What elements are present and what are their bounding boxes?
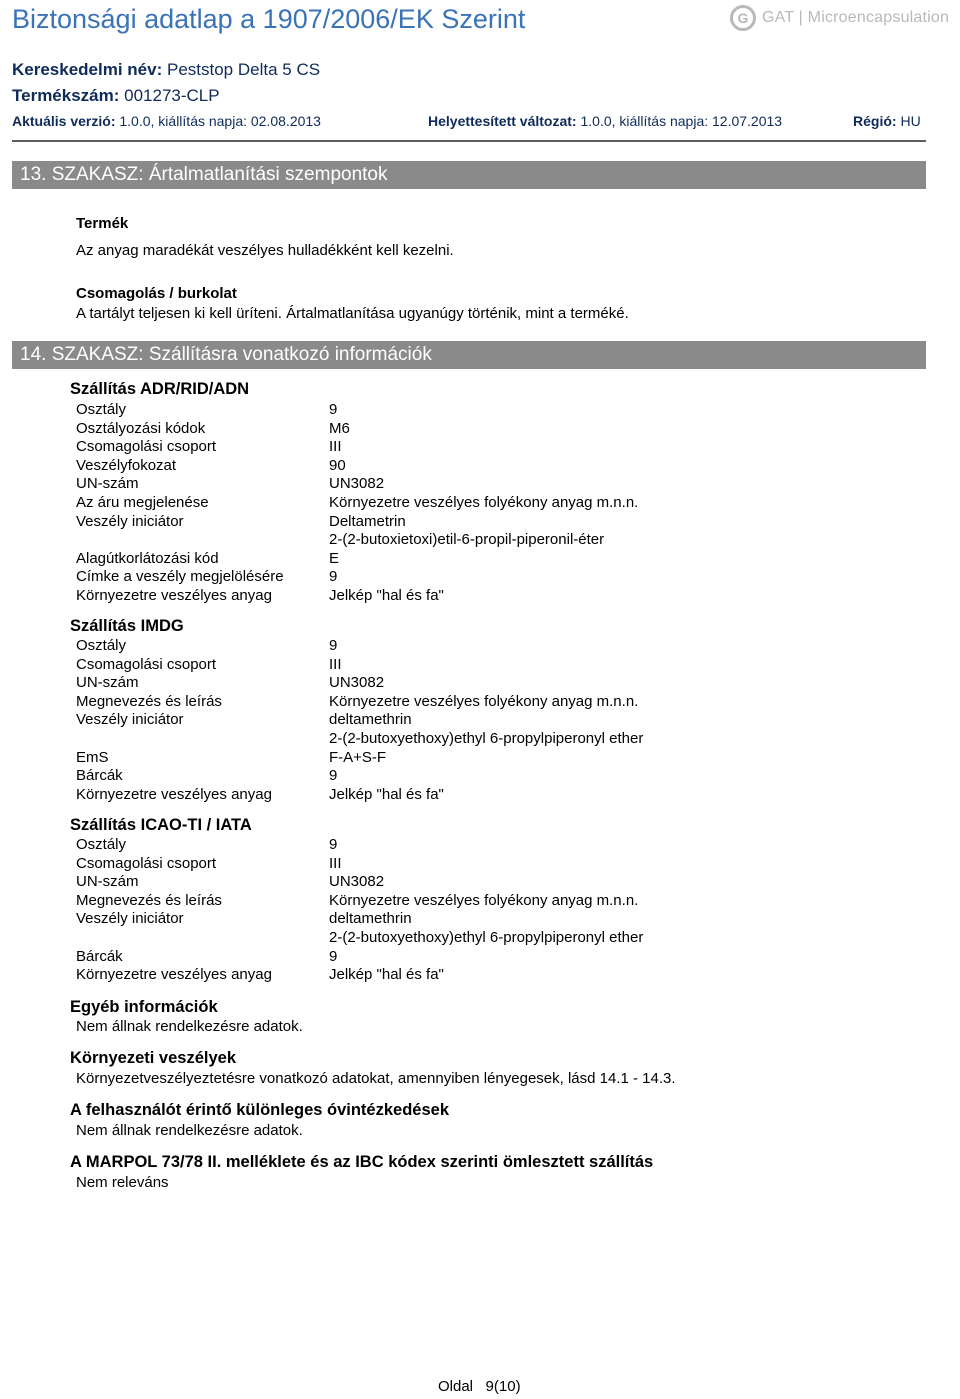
row-value: 9 <box>329 401 338 418</box>
replaced-version: Helyettesített változat: 1.0.0, kiállítás napja: 12.07.2013 <box>428 113 783 129</box>
adr-heading: Szállítás ADR/RID/ADN <box>70 380 250 398</box>
row-label: Osztály <box>76 401 127 418</box>
page-number: Oldal 9(10) <box>438 1378 521 1395</box>
row-label: Veszély iniciátor <box>76 910 184 928</box>
row-value: 9 <box>329 568 338 586</box>
row-label: Csomagolási csoport <box>76 438 217 456</box>
row-label: Környezetre veszélyes anyag <box>76 587 272 604</box>
product-number-label: Termékszám: <box>12 86 120 105</box>
row-value: UN3082 <box>329 475 385 493</box>
row-label: Megnevezés és leírás <box>76 891 222 909</box>
row-label: UN-szám <box>76 475 139 493</box>
row-value: III <box>329 655 342 673</box>
row-label: Az áru megjelenése <box>76 494 209 511</box>
product-number-line <box>12 86 220 106</box>
other-info-heading: Egyéb információk <box>70 998 218 1016</box>
user-precautions-text: Nem állnak rendelkezésre adatok. <box>76 1122 303 1139</box>
row-value: E <box>329 549 340 567</box>
environmental-hazards-heading: Környezeti veszélyek <box>70 1049 237 1067</box>
row-label: Címke a veszély megjelölésére <box>76 568 284 586</box>
row-value: Deltametrin <box>329 512 406 530</box>
row-value: UN3082 <box>329 873 385 891</box>
trade-name-value: Peststop Delta 5 CS <box>166 60 321 79</box>
row-label: Veszély iniciátor <box>76 512 184 530</box>
row-value: III <box>329 438 342 456</box>
region: Régió: HU <box>853 113 921 129</box>
row-label: Csomagolási csoport <box>76 854 217 872</box>
section-13-header: 13. SZAKASZ: Ártalmatlanítási szempontok <box>12 161 926 189</box>
row-value: M6 <box>329 419 350 437</box>
row-label: Környezetre veszélyes anyag <box>76 966 272 984</box>
gat-logo-icon: G <box>730 5 756 31</box>
row-label: Osztály <box>76 637 127 654</box>
row-value: 2-(2-butoxyethoxy)ethyl 6-propylpiperonyl ether <box>329 929 644 946</box>
product-text: Az anyag maradékát veszélyes hulladékként kell kezelni. <box>76 242 454 259</box>
row-value: Jelkép "hal és fa" <box>329 587 444 604</box>
row-label: Bárcák <box>76 947 123 965</box>
row-value: 2-(2-butoxietoxi)etil-6-propil-piperonil-éter <box>329 531 605 549</box>
icao-heading: Szállítás ICAO-TI / IATA <box>70 816 252 834</box>
row-value: Környezetre veszélyes folyékony anyag m.n.n. <box>329 891 639 909</box>
row-label: Veszély iniciátor <box>76 711 184 729</box>
imdg-heading: Szállítás IMDG <box>70 617 184 635</box>
section-14-header: 14. SZAKASZ: Szállításra vonatkozó információk <box>12 341 926 369</box>
row-label: EmS <box>76 748 109 766</box>
row-label: Osztályozási kódok <box>76 419 206 437</box>
header-divider <box>12 140 926 142</box>
row-value: UN3082 <box>329 674 385 692</box>
row-label: UN-szám <box>76 873 139 891</box>
row-label: Alagútkorlátozási kód <box>76 549 219 567</box>
environmental-hazards-text: Környezetveszélyeztetésre vonatkozó adatokat, amennyiben lényegesek, lásd 14.1 - 14.3. <box>76 1070 676 1087</box>
row-label: Osztály <box>76 836 127 853</box>
row-value: 9 <box>329 947 338 965</box>
row-value: Környezetre veszélyes folyékony anyag m.n.n. <box>329 692 639 710</box>
other-info-text: Nem állnak rendelkezésre adatok. <box>76 1018 303 1035</box>
row-label: Környezetre veszélyes anyag <box>76 785 272 803</box>
row-value: III <box>329 854 342 872</box>
product-number-value: 001273-CLP <box>124 86 220 105</box>
row-value: 90 <box>329 456 346 474</box>
row-label: Veszélyfokozat <box>76 456 177 474</box>
document-title: Biztonsági adatlap a 1907/2006/EK Szerint <box>12 4 526 34</box>
product-heading: Termék <box>76 215 129 232</box>
trade-name-line <box>12 60 320 80</box>
current-version: Aktuális verzió: 1.0.0, kiállítás napja: 02.08.2013 <box>12 113 321 129</box>
packaging-text: A tartályt teljesen ki kell üríteni. Ártalmatlanítása ugyanúgy történik, mint a terméké. <box>76 305 629 322</box>
row-value: Jelkép "hal és fa" <box>329 785 444 803</box>
row-value: 9 <box>329 637 338 654</box>
row-value: deltamethrin <box>329 711 412 729</box>
row-label: UN-szám <box>76 674 139 692</box>
row-value: Jelkép "hal és fa" <box>329 966 444 984</box>
trade-name-label: Kereskedelmi név: <box>12 60 163 79</box>
row-value: 2-(2-butoxyethoxy)ethyl 6-propylpiperonyl ether <box>329 730 644 747</box>
row-label: Bárcák <box>76 767 123 785</box>
row-label: Megnevezés és leírás <box>76 692 222 710</box>
row-value: Környezetre veszélyes folyékony anyag m.n.n. <box>329 494 639 511</box>
company-logo <box>730 2 949 34</box>
row-value: deltamethrin <box>329 910 412 928</box>
row-label: Csomagolási csoport <box>76 655 217 673</box>
row-value: F-A+S-F <box>329 748 387 766</box>
user-precautions-heading: A felhasználót érintő különleges óvintézkedések <box>70 1101 449 1119</box>
marpol-text: Nem releváns <box>76 1174 169 1191</box>
packaging-heading: Csomagolás / burkolat <box>76 285 237 302</box>
row-value: 9 <box>329 767 338 785</box>
marpol-heading: A MARPOL 73/78 II. melléklete és az IBC kódex szerinti ömlesztett szállítás <box>70 1153 654 1171</box>
row-value: 9 <box>329 836 338 853</box>
logo-text: GAT | Microencapsulation <box>762 9 950 26</box>
